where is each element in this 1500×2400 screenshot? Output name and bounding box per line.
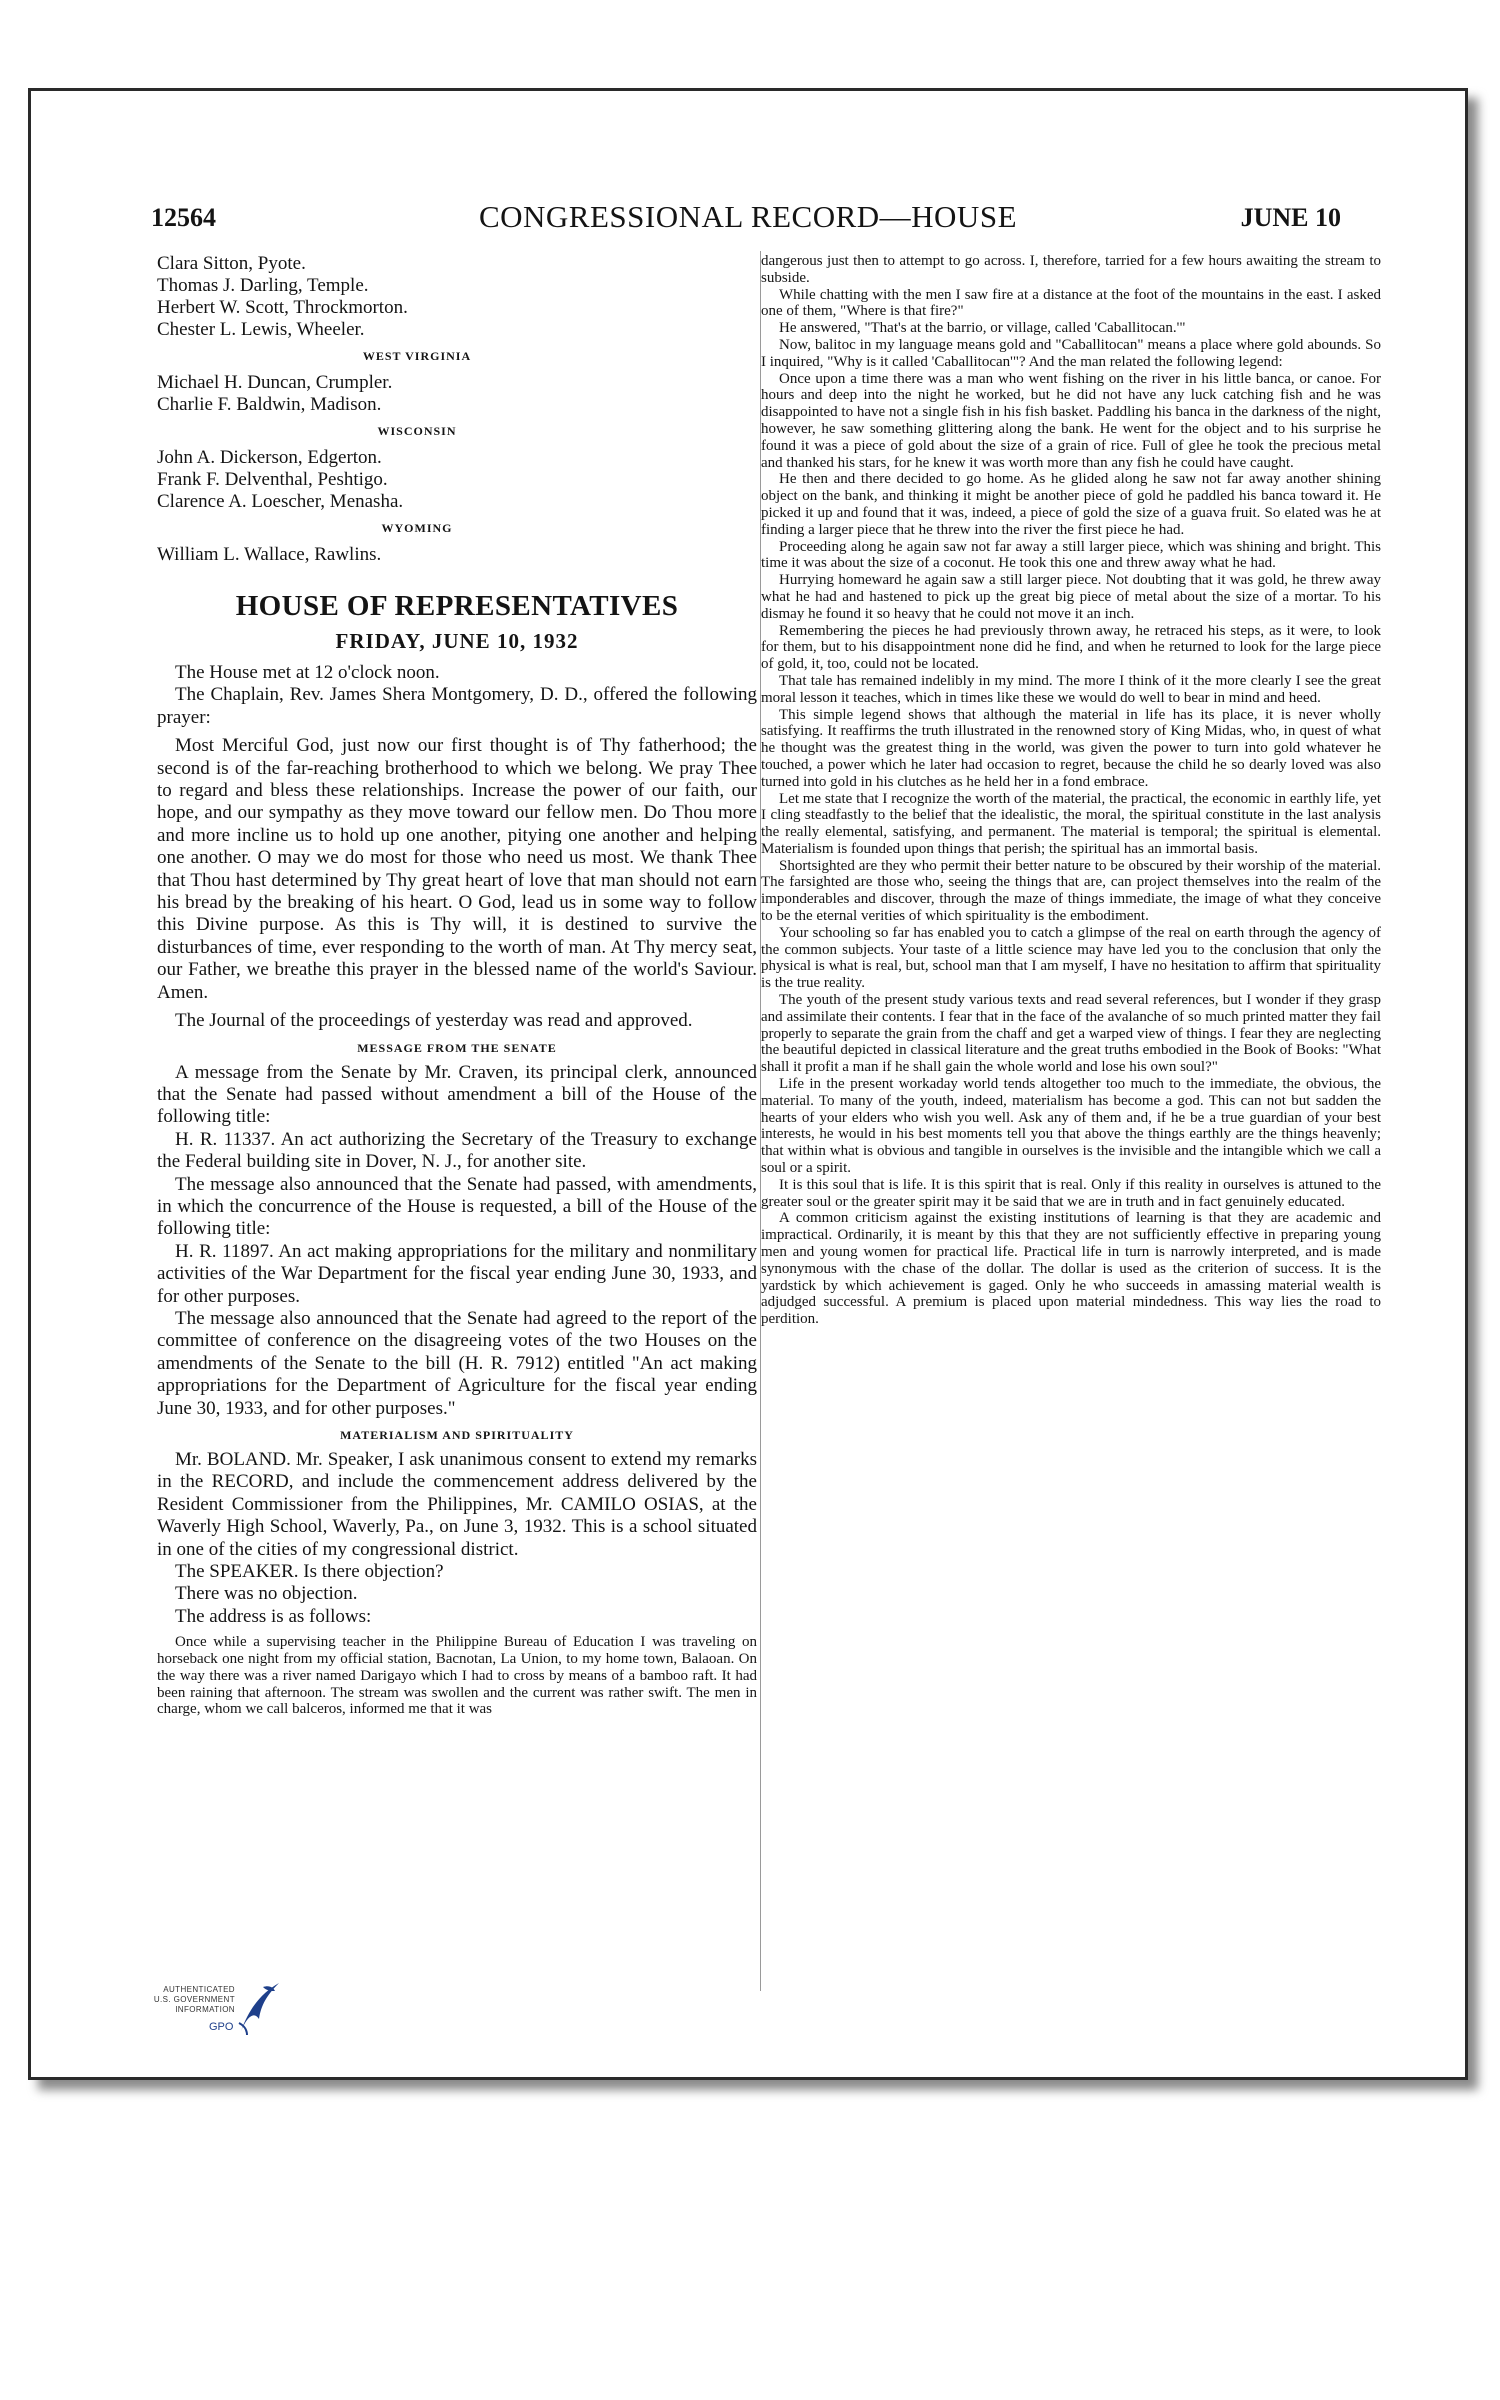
- names-wisconsin: [157, 447, 757, 513]
- address-paragraph: dangerous just then to attempt to go across. I, therefore, tarried for a few hours awaiting the stream to subside.: [761, 253, 1381, 286]
- gpo-wordmark: GPO: [209, 2021, 234, 2033]
- address-paragraph: Proceeding along he again saw not far away a still larger piece, which was shining and bright. This time it was about the size of a coconut. He took this one and threw away what he had.: [761, 538, 1381, 572]
- state-heading-wisconsin: WISCONSIN: [377, 424, 457, 438]
- names-texas: [157, 253, 757, 341]
- page-header: [31, 199, 1465, 239]
- name-entry: Clara Sitton, Pyote.: [157, 253, 306, 274]
- name-entry: Michael H. Duncan, Crumpler.: [157, 372, 393, 393]
- name-entry: John A. Dickerson, Edgerton.: [157, 447, 382, 468]
- paragraph-boland: Mr. BOLAND. Mr. Speaker, I ask unanimous consent to extend my remarks in the RECORD, and include the commencement address delivered by the Resident Commissioner from the Philippines, Mr. CAMILO OSIAS, at the Waverly High School, Waverly, Pa., on June 3, 1932. This is a school situated in one of the cities of my congressional district.: [157, 1449, 757, 1560]
- gpo-line: AUTHENTICATED: [163, 1985, 235, 1994]
- address-paragraph: Shortsighted are they who permit their better nature to be obscured by their worship of the material. The farsighted are those who, seeing the things that are, can project themselves into the realm of the imponderables and discover, through the maze of things immediate, the image of what they conceive to be the eternal verities of which spirituality is the embodiment.: [761, 857, 1381, 925]
- session-date: FRIDAY, JUNE 10, 1932: [335, 629, 579, 653]
- name-entry: Frank F. Delventhal, Peshtigo.: [157, 469, 388, 490]
- paragraph-senate-message: A message from the Senate by Mr. Craven, its principal clerk, announced that the Senate had passed without amendment a bill of the House of the following title:: [157, 1061, 757, 1128]
- address-paragraph: Now, balitoc in my language means gold and "Caballitocan" means a place where gold abounds. So I inquired, "Why is it called 'Caballitocan'"? And the man related the following legend:: [761, 336, 1381, 370]
- eagle-icon: [233, 1979, 283, 2037]
- paragraph-senate-message-3: The message also announced that the Senate had agreed to the report of the committee of conference on the disagreeing votes of the two Houses on the amendments of the Senate to the bill (H. R. 7912) entitled "An act making appropriations for the Department of Agriculture for the fiscal year ending June 30, 1933, and for other purposes.": [157, 1307, 757, 1419]
- gpo-authentication-text: [123, 1985, 235, 2015]
- name-entry: Chester L. Lewis, Wheeler.: [157, 319, 365, 340]
- document-page: [28, 88, 1468, 2080]
- address-paragraph: Your schooling so far has enabled you to catch a glimpse of the real on earth through the agency of the common subjects. Your taste of a little science may have led you to the conclusion that only the physical is what is real, but, school man that I am myself, I have no hesitation to affirm that spirituality is the true reality.: [761, 924, 1381, 992]
- name-entry: Herbert W. Scott, Throckmorton.: [157, 297, 408, 318]
- paragraph-hr-11897: H. R. 11897. An act making appropriations for the military and nonmilitary activities of the War Department for the fiscal year ending June 30, 1933, and for other purposes.: [157, 1240, 757, 1307]
- subhead-message-from-senate: MESSAGE FROM THE SENATE: [357, 1040, 557, 1055]
- state-heading-west-virginia: WEST VIRGINIA: [362, 349, 472, 363]
- section-title: HOUSE OF REPRESENTATIVES: [235, 590, 679, 622]
- address-paragraph: Once upon a time there was a man who went fishing on the river in his little banca, or canoe. For hours and deep into the night he worked, but he did not have any luck catching fish and he was disappointed to have not a single fish in his fish basket. Paddling his banca in the darkness of the night, however, he saw something glittering along the bank. He went for the object and to his surprise he found it was a piece of gold about the size of a grain of rice. Full of glee he took the precious metal and thanked his stars, for he knew it was worth more than any fish he could have caught.: [761, 370, 1381, 471]
- names-wyoming: [157, 544, 757, 566]
- page-number: 12564: [151, 203, 216, 232]
- address-paragraph: Life in the present workaday world tends altogether too much to the immediate, the obvious, the material. To many of the youth, indeed, materialism has become a god. This can not but sadden the hearts of your elders who wish you well. Ask any of them and, if he be a true guardian of your best interests, he would in his best moments tell you that above the things earthly are the things heavenly; that within what is obvious and tangible in ourselves is the invisible and the intangible which we call a soul or a spirit.: [761, 1076, 1381, 1177]
- paragraph-house-met: The House met at 12 o'clock noon.: [175, 662, 440, 683]
- address-paragraph: The youth of the present study various texts and read several references, but I wonder if they grasp and assimilate their contents. I fear that in the face of the avalanche of so much printed matter they fail properly to separate the grain from the chaff and get a warped view of things. I fear they are neglecting the beautiful depicted in classical literature and the great truths embodied in the Book of Books: "What shall it profit a man if he shall gain the whole world and lose his own soul?": [761, 992, 1381, 1076]
- gpo-line: INFORMATION: [175, 2005, 235, 2014]
- address-paragraph: While chatting with the men I saw fire at a distance at the foot of the mountains in the east. I asked one of them, "Where is that fire?": [761, 286, 1381, 320]
- paragraph-chaplain: The Chaplain, Rev. James Shera Montgomery, D. D., offered the following prayer:: [157, 684, 757, 728]
- name-entry: William L. Wallace, Rawlins.: [157, 544, 382, 565]
- address-paragraph: It is this soul that is life. It is this spirit that is real. Only if this reality in ourselves is attuned to the greater soul or the greater spirit may it be said that we are in truth and in fact genuinely educated.: [761, 1176, 1381, 1210]
- address-paragraph: Let me state that I recognize the worth of the material, the practical, the economic in earthly life, yet I cling steadfastly to the belief that the idealistic, the moral, the spiritual constitute in the last analysis the really elemental, satisfying, and permanent. The material is temporal; the spiritual is elemental. Materialism is founded upon things that perish; the spiritual has an immortal basis.: [761, 790, 1381, 857]
- paragraph-senate-message-2: The message also announced that the Senate had passed, with amendments, in which the concurrence of the House is requested, a bill of the House of the following title:: [157, 1173, 757, 1240]
- header-date: JUNE 10: [1240, 203, 1341, 232]
- gpo-line: U.S. GOVERNMENT: [153, 1995, 235, 2004]
- left-column: [157, 253, 757, 1993]
- paragraph-journal: The Journal of the proceedings of yesterday was read and approved.: [175, 1010, 693, 1032]
- paragraph-no-objection: There was no objection.: [175, 1583, 358, 1605]
- paragraph-address-intro: The address is as follows:: [175, 1605, 372, 1627]
- address-paragraph: He answered, "That's at the barrio, or village, called 'Caballitocan.'": [779, 320, 1186, 337]
- paragraph-speaker: The SPEAKER. Is there objection?: [175, 1561, 444, 1583]
- paragraph-hr-11337: H. R. 11337. An act authorizing the Secretary of the Treasury to exchange the Federal building site in Dover, N. J., for another site.: [157, 1128, 757, 1173]
- name-entry: Clarence A. Loescher, Menasha.: [157, 491, 404, 512]
- address-paragraph: A common criticism against the existing institutions of learning is that they are academic and impractical. Ordinarily, it is meant by this that they are not sufficiently effective in preparing young men and young women for practical life. Practical life in turn is narrowly interpreted, and is made synonymous with the chase of the dollar. The dollar is used as the criterion of success. It is the yardstick by which achievement is gaged. Only he who succeeds in amassing material wealth is adjudged successful. A premium is placed upon material mindedness. This way lies the road to perdition.: [761, 1210, 1381, 1328]
- address-paragraph: This simple legend shows that although the material in life has its place, it is never wholly satisfying. It reaffirms the truth illustrated in the renowned story of King Midas, who, in quest of what he thought was the greatest thing in the world, was given the power to turn into gold whatever he touched, a power which he later had occasion to regret, because the child he so dearly loved was also turned into gold in his clutches as he held her in a fond embrace.: [761, 706, 1381, 790]
- gpo-authentication-logo: [123, 1979, 293, 2049]
- address-paragraph: That tale has remained indelibly in my mind. The more I think of it the more clearly I see the great moral lesson it teaches, which in times like these we would do well to bear in mind and heed.: [761, 672, 1381, 706]
- address-paragraph: Remembering the pieces he had previously thrown away, he retraced his steps, as it were, to look for them, but to his disappointment none did he find, and when he returned to look for the large piece of gold, it, too, could not be located.: [761, 622, 1381, 673]
- names-west-virginia: [157, 372, 757, 416]
- address-paragraph: Hurrying homeward he again saw a still larger piece. Not doubting that it was gold, he threw away what he had and hastened to pick up the great big piece of metal about the size of a mortar. To his dismay he found it so heavy that he could not move it an inch.: [761, 572, 1381, 622]
- paragraph-address-opening: Once while a supervising teacher in the Philippine Bureau of Education I was traveling on horseback one night from my official station, Bacnotan, La Union, to my home town, Balaoan. On the way there was a river named Darigayo which I had to cross by means of a bamboo raft. It had been raining that afternoon. The stream was swollen and the current was rather swift. The men in charge, whom we call balceros, informed me that it was: [157, 1634, 757, 1718]
- state-heading-wyoming: WYOMING: [381, 521, 453, 535]
- paragraph-prayer: Most Merciful God, just now our first thought is of Thy fatherhood; the second is of the far-reaching brotherhood to which we belong. We pray Thee to regard and bless these relationships. Increase the power of our faith, our hope, and our sympathy as they move toward our fellow men. Do Thou more and more incline us to hold up one another, pitying one another and helping one another. O may we do most for those who need us most. We thank Thee that Thou hast determined by Thy great heart of love that man should not earn his bread by the breaking of his heart. O God, lead us in some way to follow this Divine purpose. As this is Thy will, it is destined to survive the disturbances of time, ever responding to the worth of man. At Thy mercy seat, our Father, we breathe this prayer in the blessed name of the world's Saviour. Amen.: [157, 735, 757, 1003]
- name-entry: Charlie F. Baldwin, Madison.: [157, 394, 382, 415]
- address-paragraph: He then and there decided to go home. As he glided along he saw not far away another shining object on the bank, and thinking it might be another piece of gold he paddled his banca toward it. He picked it up and found that it was, indeed, a piece of gold the size of a guava fruit. So elated was he at finding a larger piece that he threw into the river the first piece he had.: [761, 471, 1381, 538]
- name-entry: Thomas J. Darling, Temple.: [157, 275, 369, 296]
- publication-title: CONGRESSIONAL RECORD—HOUSE: [478, 199, 1018, 234]
- right-column: [761, 253, 1381, 1993]
- subhead-materialism: MATERIALISM AND SPIRITUALITY: [340, 1428, 574, 1442]
